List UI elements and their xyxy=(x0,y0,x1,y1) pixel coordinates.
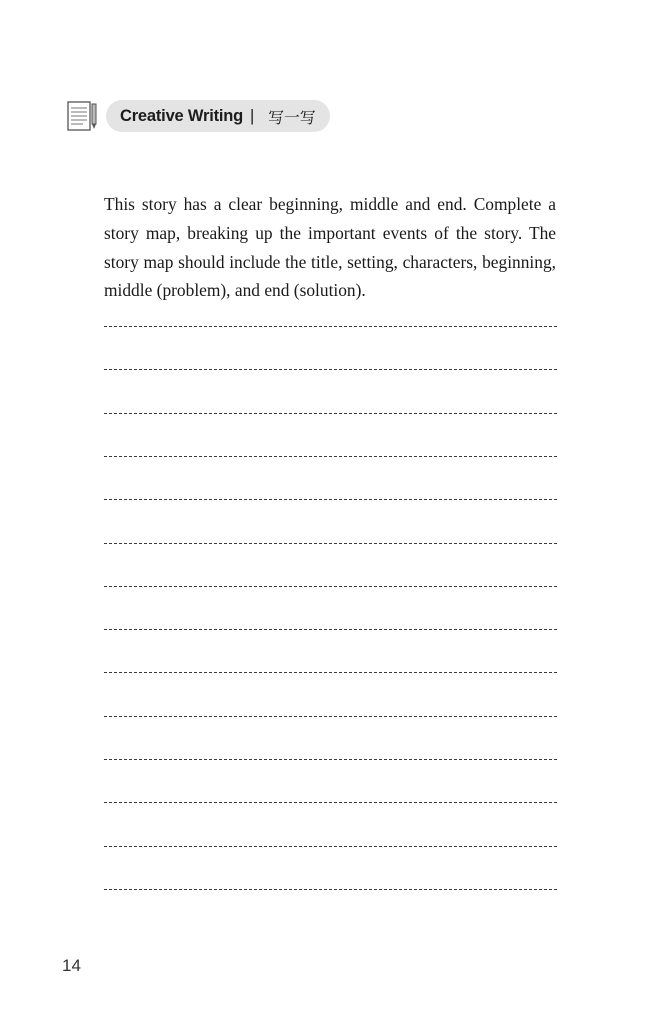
writing-line[interactable] xyxy=(104,413,557,414)
writing-line[interactable] xyxy=(104,543,557,544)
writing-line[interactable] xyxy=(104,586,557,587)
section-title: Creative Writing xyxy=(120,106,244,125)
writing-line[interactable] xyxy=(104,629,557,630)
writing-line[interactable] xyxy=(104,846,557,847)
writing-line[interactable] xyxy=(104,802,557,803)
section-title-chinese: 写一写 xyxy=(268,107,316,127)
writing-line[interactable] xyxy=(104,456,557,457)
writing-area[interactable] xyxy=(104,0,557,1020)
instructions-paragraph: This story has a clear beginning, middle and end. Complete a story map, breaking up the important events of the story. The story map should include the title, setting, characters, beginning, middle (problem), and end (solution). xyxy=(104,194,556,301)
notepad-pencil-icon xyxy=(66,99,100,133)
title-separator: | xyxy=(250,106,255,125)
writing-line[interactable] xyxy=(104,759,557,760)
writing-line[interactable] xyxy=(104,369,557,370)
writing-line[interactable] xyxy=(104,326,557,327)
writing-line[interactable] xyxy=(104,672,557,673)
writing-line[interactable] xyxy=(104,716,557,717)
page-number: 14 xyxy=(62,956,81,975)
writing-line[interactable] xyxy=(104,499,557,500)
writing-line[interactable] xyxy=(104,889,557,890)
